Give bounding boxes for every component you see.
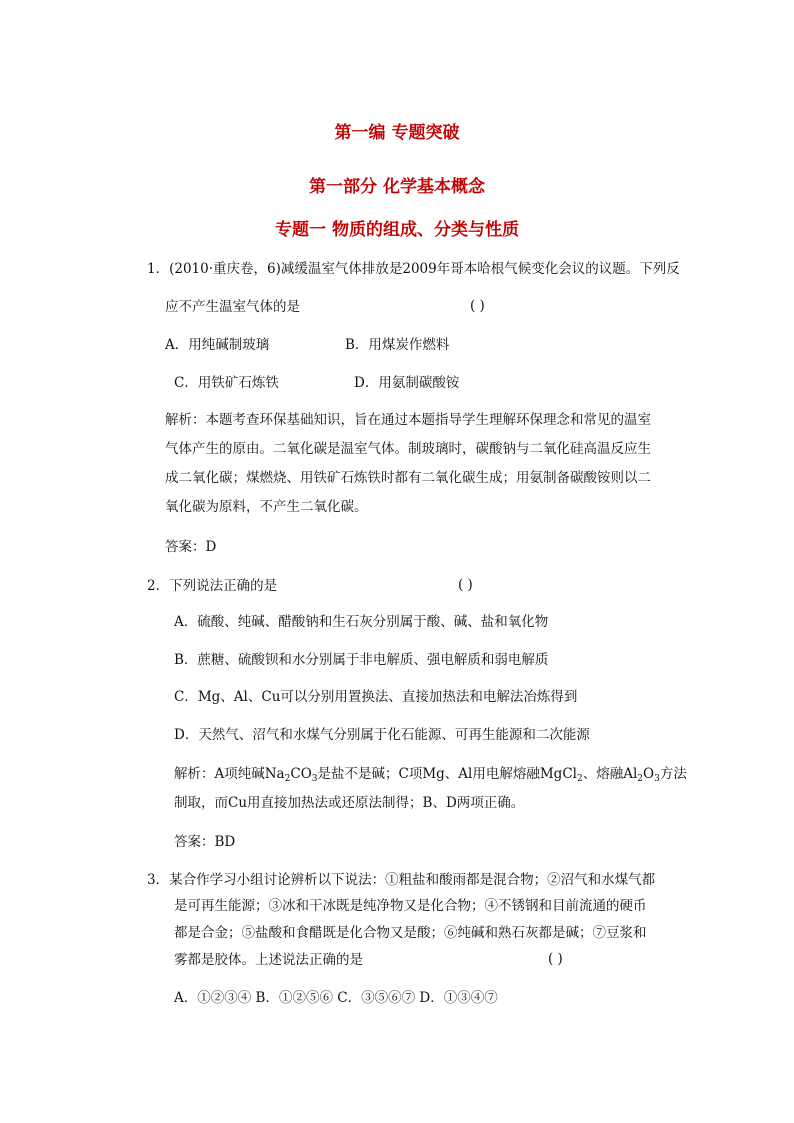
q1-stem-line1: 1．(2010·重庆卷，6)减缓温室气体排放是2009年哥本哈根气候变化会议的议题。下列反 — [147, 261, 680, 277]
q3-stem-line3: 都是合金；⑤盐酸和食醋既是化合物又是酸；⑥纯碱和熟石灰都是碱；⑦豆浆和 — [174, 925, 647, 941]
q1-analysis-line4: 氧化碳为原料，不产生二氧化碳。 — [165, 499, 368, 515]
q1-option-b: B．用煤炭作燃料 — [345, 337, 450, 353]
q2-option-c: C．Mg、Al、Cu可以分别用置换法、直接加热法和电解法冶炼得到 — [174, 689, 578, 705]
q3-options: A．①②③④ B．①②⑤⑥ C．③⑤⑥⑦ D．①③④⑦ — [174, 990, 498, 1006]
q2-analysis-line1: 解析：A项纯碱$Na_2CO_3$是盐不是碱；C项Mg、Al用电解熔融MgCl$_2$、熔融$Al_2O_3$方法 — [174, 766, 687, 784]
q1-option-c: C．用铁矿石炼铁 — [174, 375, 279, 391]
q1-stem-line2: 应不产生温室气体的是 — [165, 299, 300, 315]
q1-answer-blank: ( ) — [470, 298, 485, 314]
q2-stem: 2．下列说法正确的是 — [147, 578, 278, 594]
q3-stem-line4: 雾都是胶体。上述说法正确的是 — [174, 952, 363, 968]
heading-topic: 专题一 物质的组成、分类与性质 — [275, 220, 519, 240]
q1-analysis-line2: 气体产生的原由。二氧化碳是温室气体。制玻璃时，碳酸钠与二氧化硅高温反应生 — [165, 441, 651, 457]
q1-answer: 答案：D — [165, 539, 217, 555]
q2-option-d: D．天然气、沼气和水煤气分别属于化石能源、可再生能源和二次能源 — [174, 727, 590, 743]
q1-analysis-line3: 成二氧化碳；煤燃烧、用铁矿石炼铁时都有二氧化碳生成；用氨制备碳酸铵则以二 — [165, 470, 651, 486]
q3-stem-line1: 3．某合作学习小组讨论辨析以下说法：①粗盐和酸雨都是混合物；②沼气和水煤气都 — [147, 872, 656, 888]
q2-answer: 答案：BD — [174, 834, 236, 850]
q2-answer-blank: ( ) — [458, 577, 473, 593]
q2-option-a: A．硫酸、纯碱、醋酸钠和生石灰分别属于酸、碱、盐和氧化物 — [174, 614, 549, 630]
heading-section: 第一部分 化学基本概念 — [309, 177, 485, 197]
q1-option-a: A．用纯碱制玻璃 — [165, 337, 270, 353]
q1-option-d: D．用氨制碳酸铵 — [354, 375, 460, 391]
q3-answer-blank: ( ) — [548, 951, 563, 967]
heading-part: 第一编 专题突破 — [334, 123, 460, 143]
q2-analysis-line2: 制取，而Cu用直接加热法或还原法制得；B、D两项正确。 — [174, 795, 525, 811]
q3-stem-line2: 是可再生能源；③冰和干冰既是纯净物又是化合物；④不锈钢和目前流通的硬币 — [174, 898, 647, 914]
q1-analysis-line1: 解析：本题考查环保基础知识，旨在通过本题指导学生理解环保理念和常见的温室 — [165, 412, 651, 428]
q2-option-b: B．蔗糖、硫酸钡和水分别属于非电解质、强电解质和弱电解质 — [174, 652, 549, 668]
